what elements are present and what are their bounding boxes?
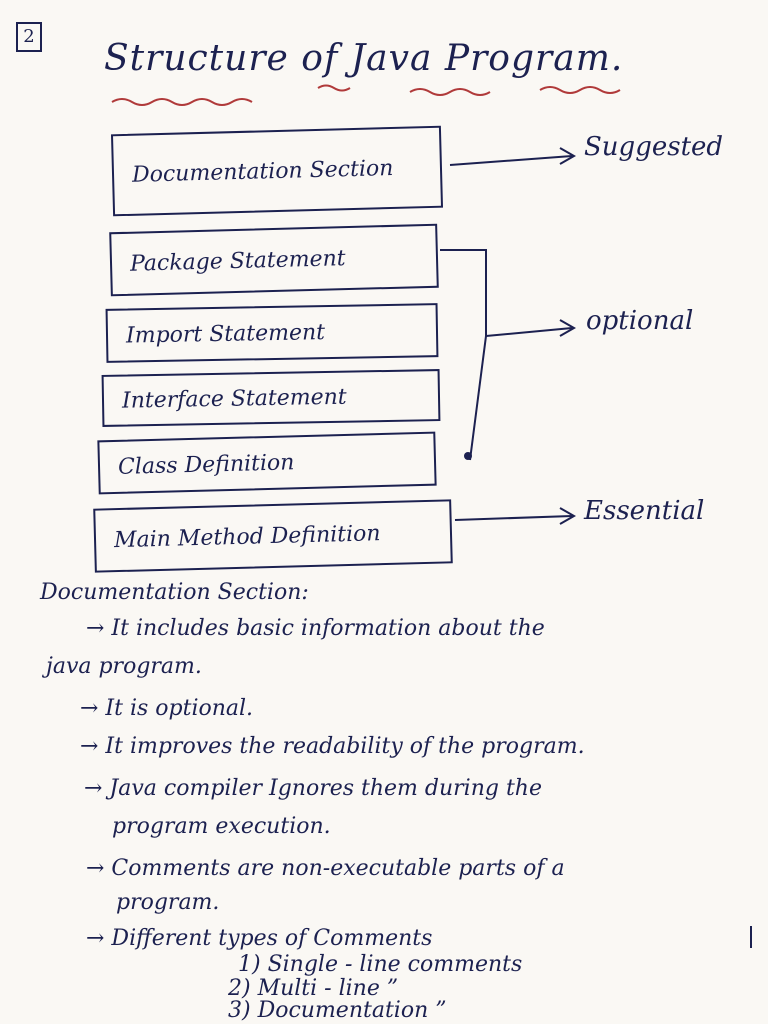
note-line: 2) Multi - line ” [228, 976, 399, 1001]
box-label: Interface Statement [121, 384, 347, 414]
box-label: Package Statement [129, 245, 346, 277]
bracket-dot [464, 452, 472, 460]
title-underline-3 [410, 89, 490, 95]
box-label: Import Statement [125, 319, 326, 349]
box-label: Documentation Section [131, 155, 394, 188]
arrow-optional [486, 328, 572, 336]
package-statement-box [109, 224, 439, 297]
arrow-essential [455, 516, 572, 520]
documentation-section-box [111, 126, 443, 217]
note-line: program execution. [112, 814, 331, 839]
essential-label: Essential [584, 496, 705, 526]
note-line: java program. [46, 654, 202, 679]
box-label: Class Definition [117, 449, 295, 480]
title-underline-4 [540, 87, 620, 93]
arrow-suggested [450, 156, 572, 165]
note-line: → Comments are non-executable parts of a [86, 856, 565, 881]
main-method-definition-box [93, 499, 453, 572]
import-statement-box [106, 303, 439, 363]
page-title: Structure of Java Program. [104, 38, 624, 79]
interface-statement-box [102, 369, 441, 427]
note-line: → Different types of Comments [86, 926, 433, 951]
optional-bracket [440, 250, 486, 460]
note-line: → It includes basic information about the [86, 616, 545, 641]
page-number: 2 [16, 22, 42, 52]
note-line: program. [116, 890, 220, 915]
suggested-label: Suggested [584, 132, 724, 162]
box-label: Main Method Definition [113, 520, 381, 553]
title-underline-2 [318, 86, 350, 91]
notes-heading: Documentation Section: [40, 580, 309, 605]
title-underline-1 [112, 99, 252, 105]
note-line: 1) Single - line comments [238, 952, 523, 977]
note-line: → Java compiler Ignores them during the [84, 776, 542, 801]
note-line: 3) Documentation ” [228, 998, 447, 1023]
note-line: → It improves the readability of the program. [80, 734, 585, 759]
optional-label: optional [586, 306, 694, 336]
class-definition-box [97, 432, 436, 495]
note-line: → It is optional. [80, 696, 254, 721]
